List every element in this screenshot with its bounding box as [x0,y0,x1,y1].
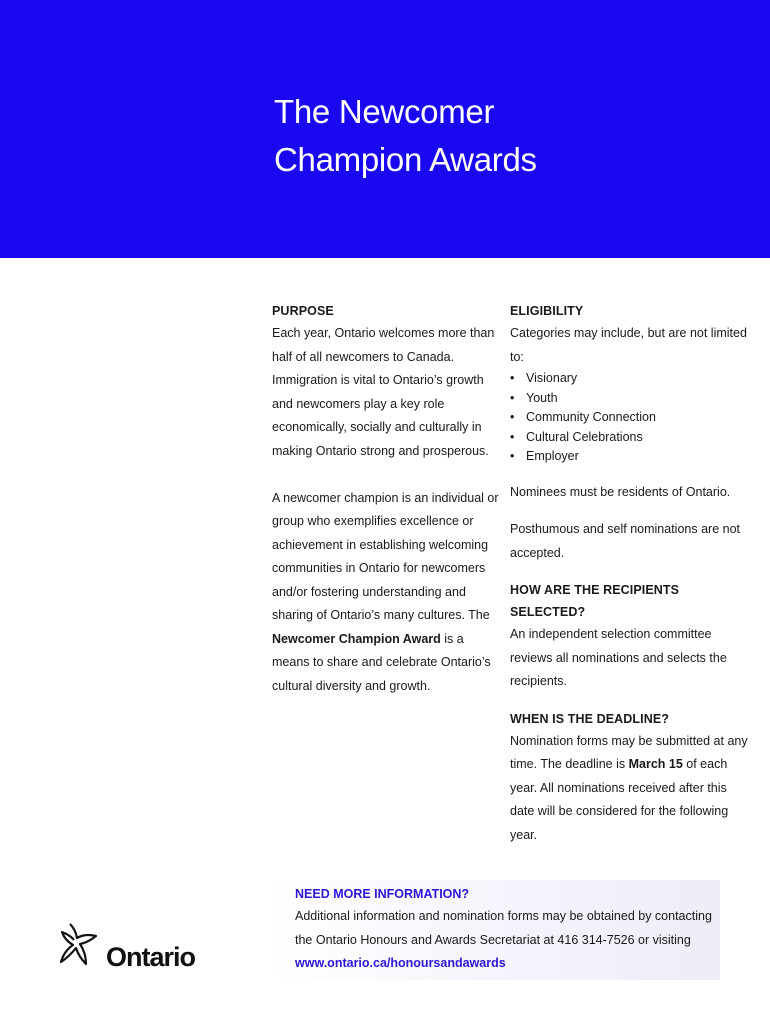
purpose-paragraph-2-start: A newcomer champion is an individual or group who exemplifies excellence or achievement in establishing welcoming communities in Ontario for newcomers and/or fostering understanding and sharing of Ontario’s many cultures. The [272,490,499,622]
info-text [295,905,715,976]
selection-heading: HOW ARE THE RECIPIENTS SELECTED? [510,583,680,619]
category-list [510,369,750,467]
selection-text: An independent selection committee reviews all nominations and selects the recipients. [510,627,727,688]
list-item: • Youth [510,389,750,409]
deadline-text-start: Nomination forms may be submitted at any time. The deadline is [510,733,748,771]
purpose-paragraph-1: Each year, Ontario welcomes more than half of all newcomers to Canada. Immigration is vital to Ontario’s growth and newcomers play a key role economically, socially and culturally in making Ontario strong and prosperous. [272,326,495,458]
info-heading: NEED MORE INFORMATION? [295,887,470,901]
website-link[interactable]: www.ontario.ca/honoursandawards [295,956,506,970]
award-name: Newcomer Champion Award [272,631,441,646]
ontario-wordmark: Ontario [106,942,196,972]
purpose-paragraph-2-end: is a means to share and celebrate Ontario’s cultural diversity and growth. [272,631,491,693]
right-column [510,300,750,847]
page-title-line1: The Newcomer [274,93,495,130]
deadline-date: March 15 [628,757,683,771]
trillium-icon [58,920,104,972]
purpose-paragraph-2 [272,487,500,699]
deadline-text-end: of each year. All nominations received after this date will be considered for the following year. [510,757,729,842]
left-column [272,300,500,698]
eligibility-intro: Categories may include, but are not limited to: [510,326,747,364]
eligibility-heading: ELIGIBILITY [510,304,584,318]
list-item: • Visionary [510,369,750,389]
exclusions-text: Posthumous and self nominations are not accepted. [510,522,740,560]
list-item: • Cultural Celebrations [510,428,750,448]
residency-text: Nominees must be residents of Ontario. [510,484,731,499]
header-banner [0,0,770,258]
list-item: • Employer [510,447,750,467]
page-title [274,88,537,184]
info-text-body: Additional information and nomination forms may be obtained by contacting the Ontario Honours and Awards Secretariat at 416 314-7526 or visiting [295,909,712,947]
deadline-heading: WHEN IS THE DEADLINE? [510,711,670,726]
list-item: • Community Connection [510,408,750,428]
info-box [272,880,720,980]
ontario-logo [58,920,208,976]
deadline-text [510,730,750,848]
purpose-heading: PURPOSE [272,304,334,318]
page-title-line2: Champion Awards [274,141,537,178]
